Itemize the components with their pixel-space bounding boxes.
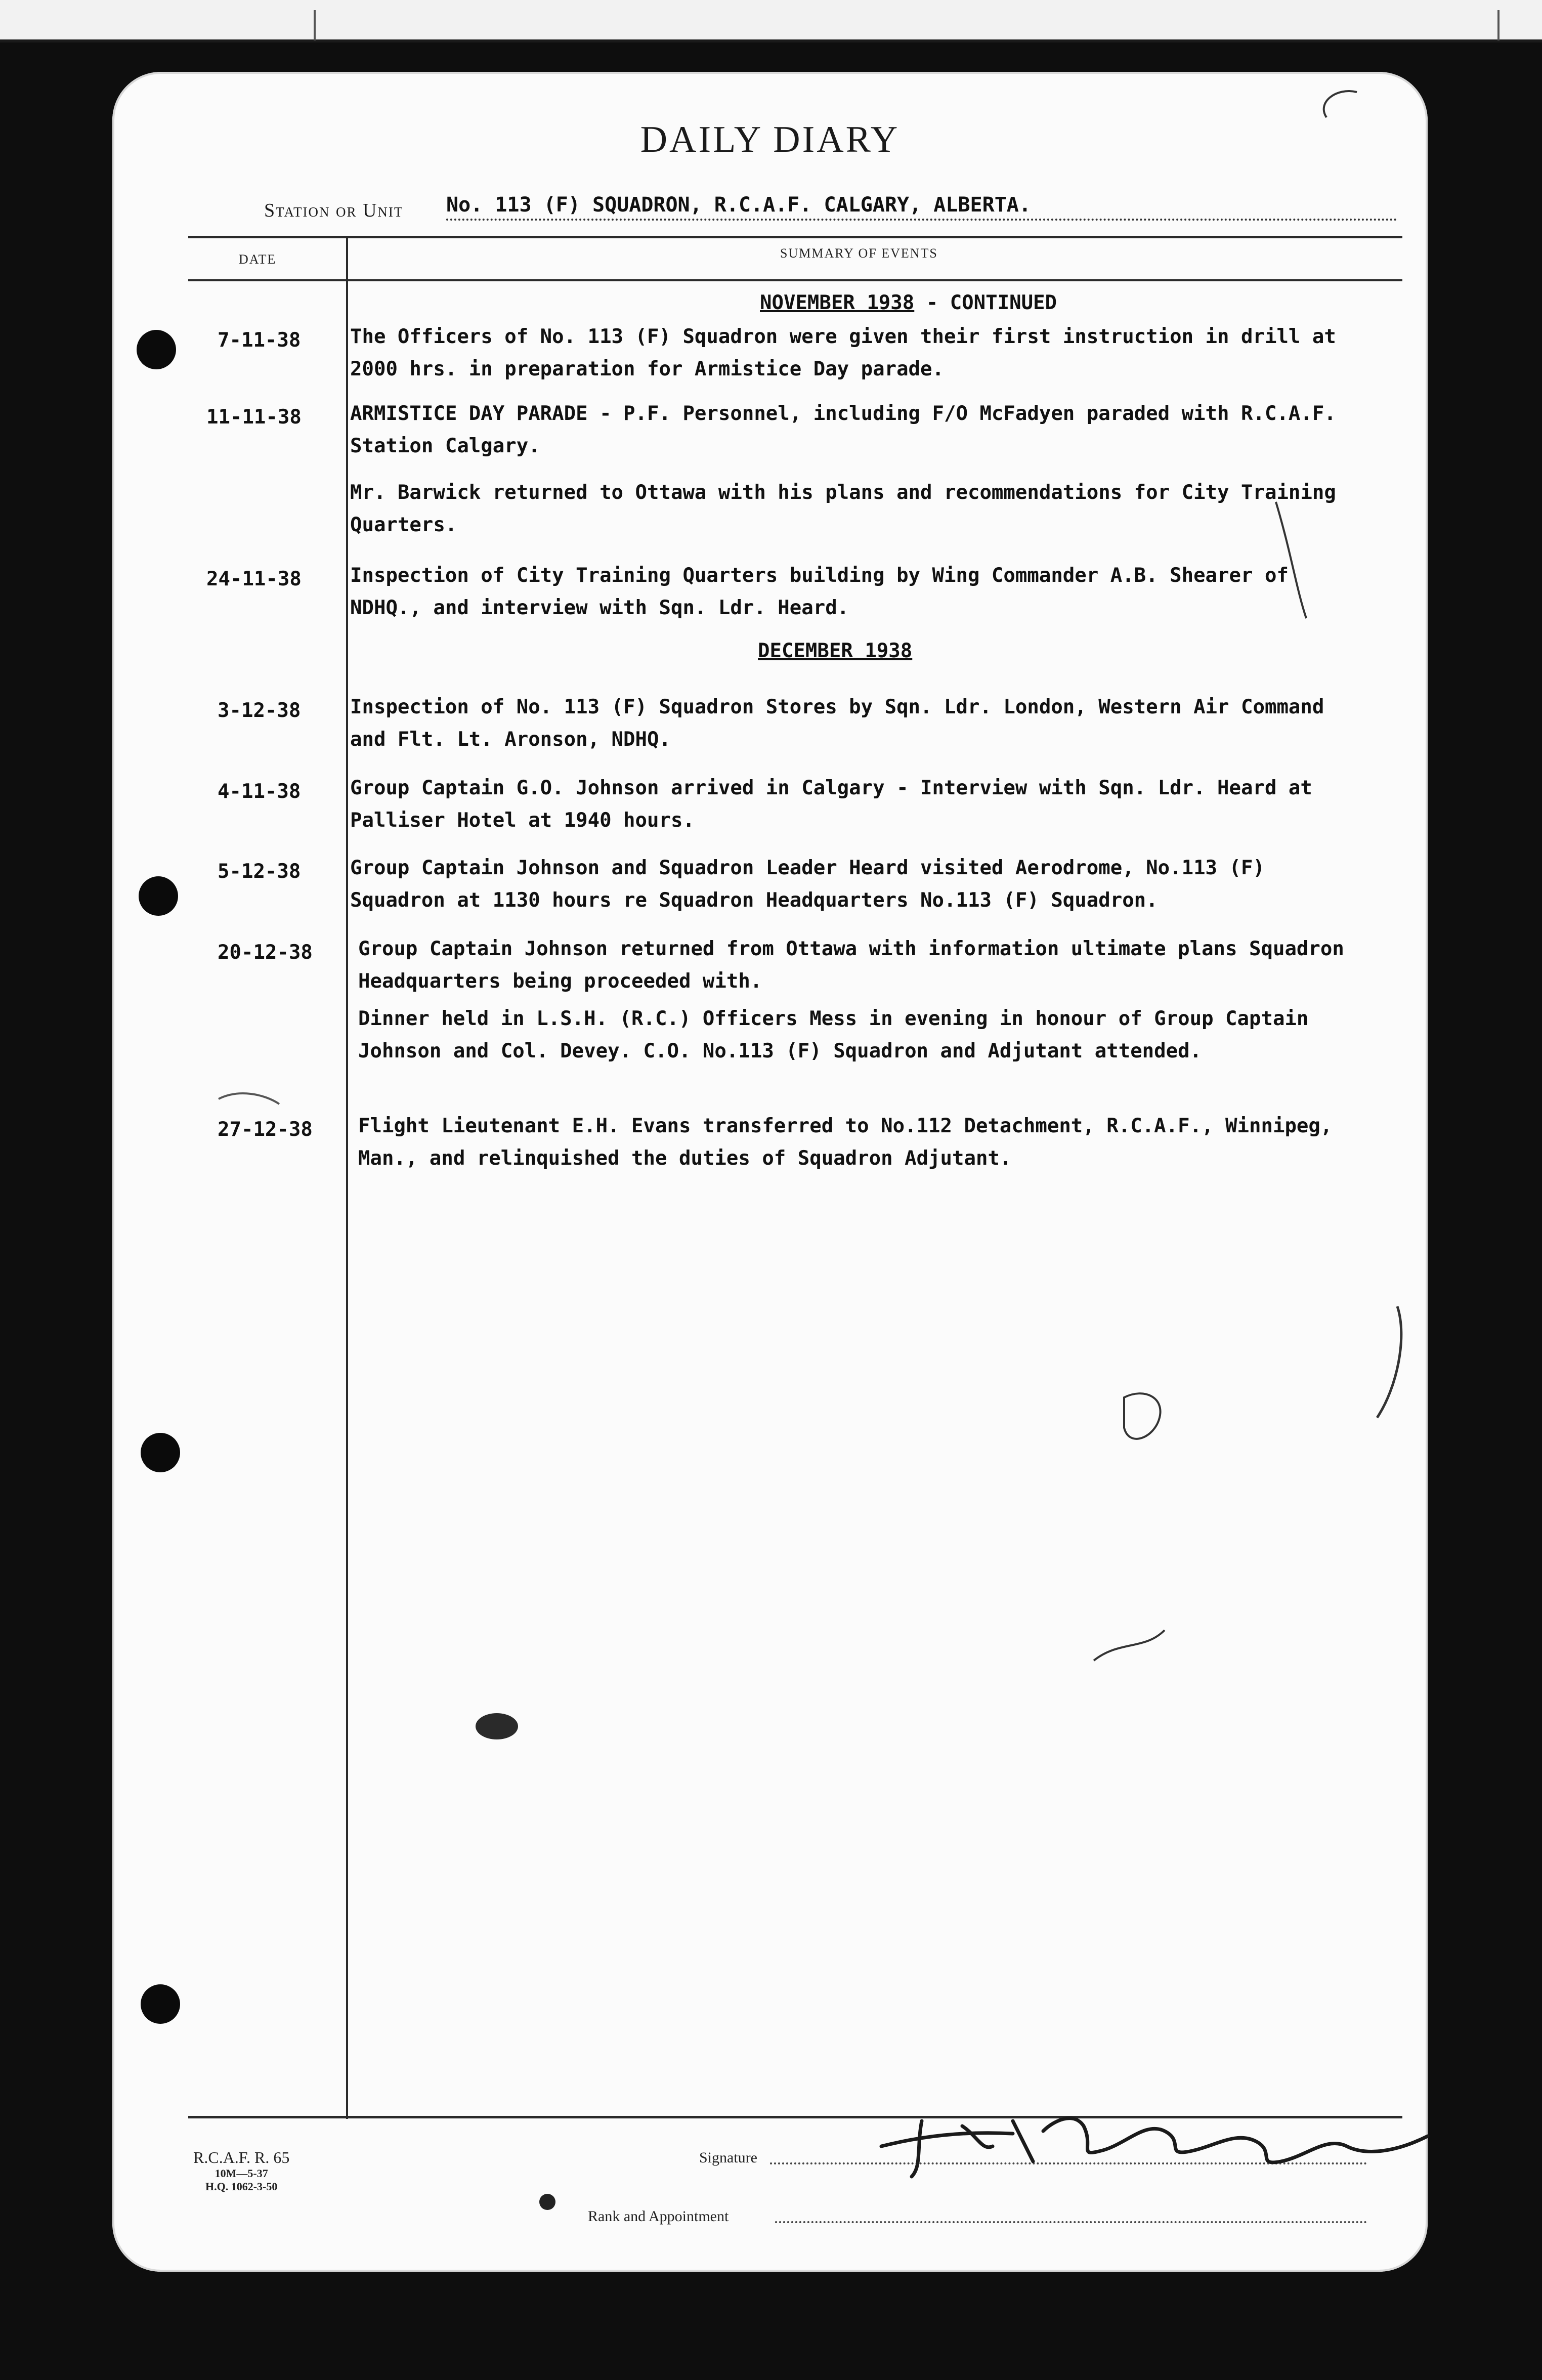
entry-date: 27-12-38 (218, 1118, 313, 1141)
entry-text: Group Captain Johnson returned from Ottawa with information ultimate plans Squadron Headquarters being proceeded with. (358, 938, 1344, 993)
month-heading-text: NOVEMBER 1938 (760, 291, 915, 314)
diary-page (112, 72, 1428, 2272)
entry-text: Flight Lieutenant E.H. Evans transferred to No.112 Detachment, R.C.A.F., Winnipeg, Man., and relinquished the duties of Squadron Adjutant. (358, 1115, 1333, 1170)
date-column-header: DATE (239, 252, 277, 267)
scan-top-strip (0, 0, 1542, 42)
pencil-stroke (1276, 502, 1306, 618)
pencil-stroke (1324, 91, 1357, 117)
scan-mark (314, 10, 316, 40)
rank-label: Rank and Appointment (588, 2208, 729, 2225)
entry-text: Inspection of City Training Quarters building by Wing Commander A.B. Shearer of NDHQ., and interview with Sqn. Ldr. Heard. (350, 564, 1289, 619)
entry-date: 20-12-38 (218, 941, 313, 964)
page-title: DAILY DIARY (640, 119, 900, 160)
form-print-line: H.Q. 1062-3-50 (205, 2180, 278, 2193)
month-heading-text: DECEMBER 1938 (758, 640, 913, 662)
scan-mark (1497, 10, 1500, 40)
ink-smudge (476, 1713, 518, 1739)
station-value: No. 113 (F) SQUADRON, R.C.A.F. CALGARY, ALBERTA. (446, 193, 1397, 221)
entry-date: 7-11-38 (218, 329, 301, 352)
paper-marks (112, 72, 1428, 2272)
entry-text: Mr. Barwick returned to Ottawa with his plans and recommendations for City Training Quarters. (350, 481, 1336, 536)
entry-date: 24-11-38 (206, 568, 302, 590)
pencil-stroke (1124, 1393, 1161, 1439)
entry-date: 5-12-38 (218, 860, 301, 883)
entry-text: Group Captain Johnson and Squadron Leader Heard visited Aerodrome, No.113 (F) Squadron at 1130 hours re Squadron Headquarters No.113 (F) Squadron. (350, 857, 1265, 912)
pencil-stroke (1094, 1630, 1165, 1661)
ink-smudge (539, 2194, 555, 2210)
summary-column-header: SUMMARY OF EVENTS (780, 246, 938, 261)
entry-text: Group Captain G.O. Johnson arrived in Calgary - Interview with Sqn. Ldr. Heard at Palliser Hotel at 1940 hours. (350, 777, 1312, 832)
entry-text: ARMISTICE DAY PARADE - P.F. Personnel, including F/O McFadyen paraded with R.C.A.F. Station Calgary. (350, 402, 1336, 457)
entry-text: The Officers of No. 113 (F) Squadron were given their first instruction in drill at 2000 hrs. in preparation for Armistice Day parade. (350, 325, 1336, 380)
signature-label: Signature (699, 2149, 757, 2166)
form-number: R.C.A.F. R. 65 (193, 2148, 290, 2166)
pencil-stroke (1377, 1306, 1401, 1418)
entry-date: 3-12-38 (218, 699, 301, 722)
entry-date: 11-11-38 (206, 406, 302, 429)
entry-text: Inspection of No. 113 (F) Squadron Stores by Sqn. Ldr. London, Western Air Command and Flt. Lt. Aronson, NDHQ. (350, 696, 1324, 751)
pencil-stroke (219, 1093, 279, 1104)
month-heading-suffix: - CONTINUED (914, 291, 1057, 314)
entry-text: Dinner held in L.S.H. (R.C.) Officers Mess in evening in honour of Group Captain Johnson and Col. Devey. C.O. No.113 (F) Squadron and Adjutant attended. (358, 1007, 1309, 1062)
entry-date: 4-11-38 (218, 780, 301, 803)
station-label: Station or Unit (264, 200, 404, 221)
form-print-line: 10M—5-37 (215, 2167, 268, 2180)
